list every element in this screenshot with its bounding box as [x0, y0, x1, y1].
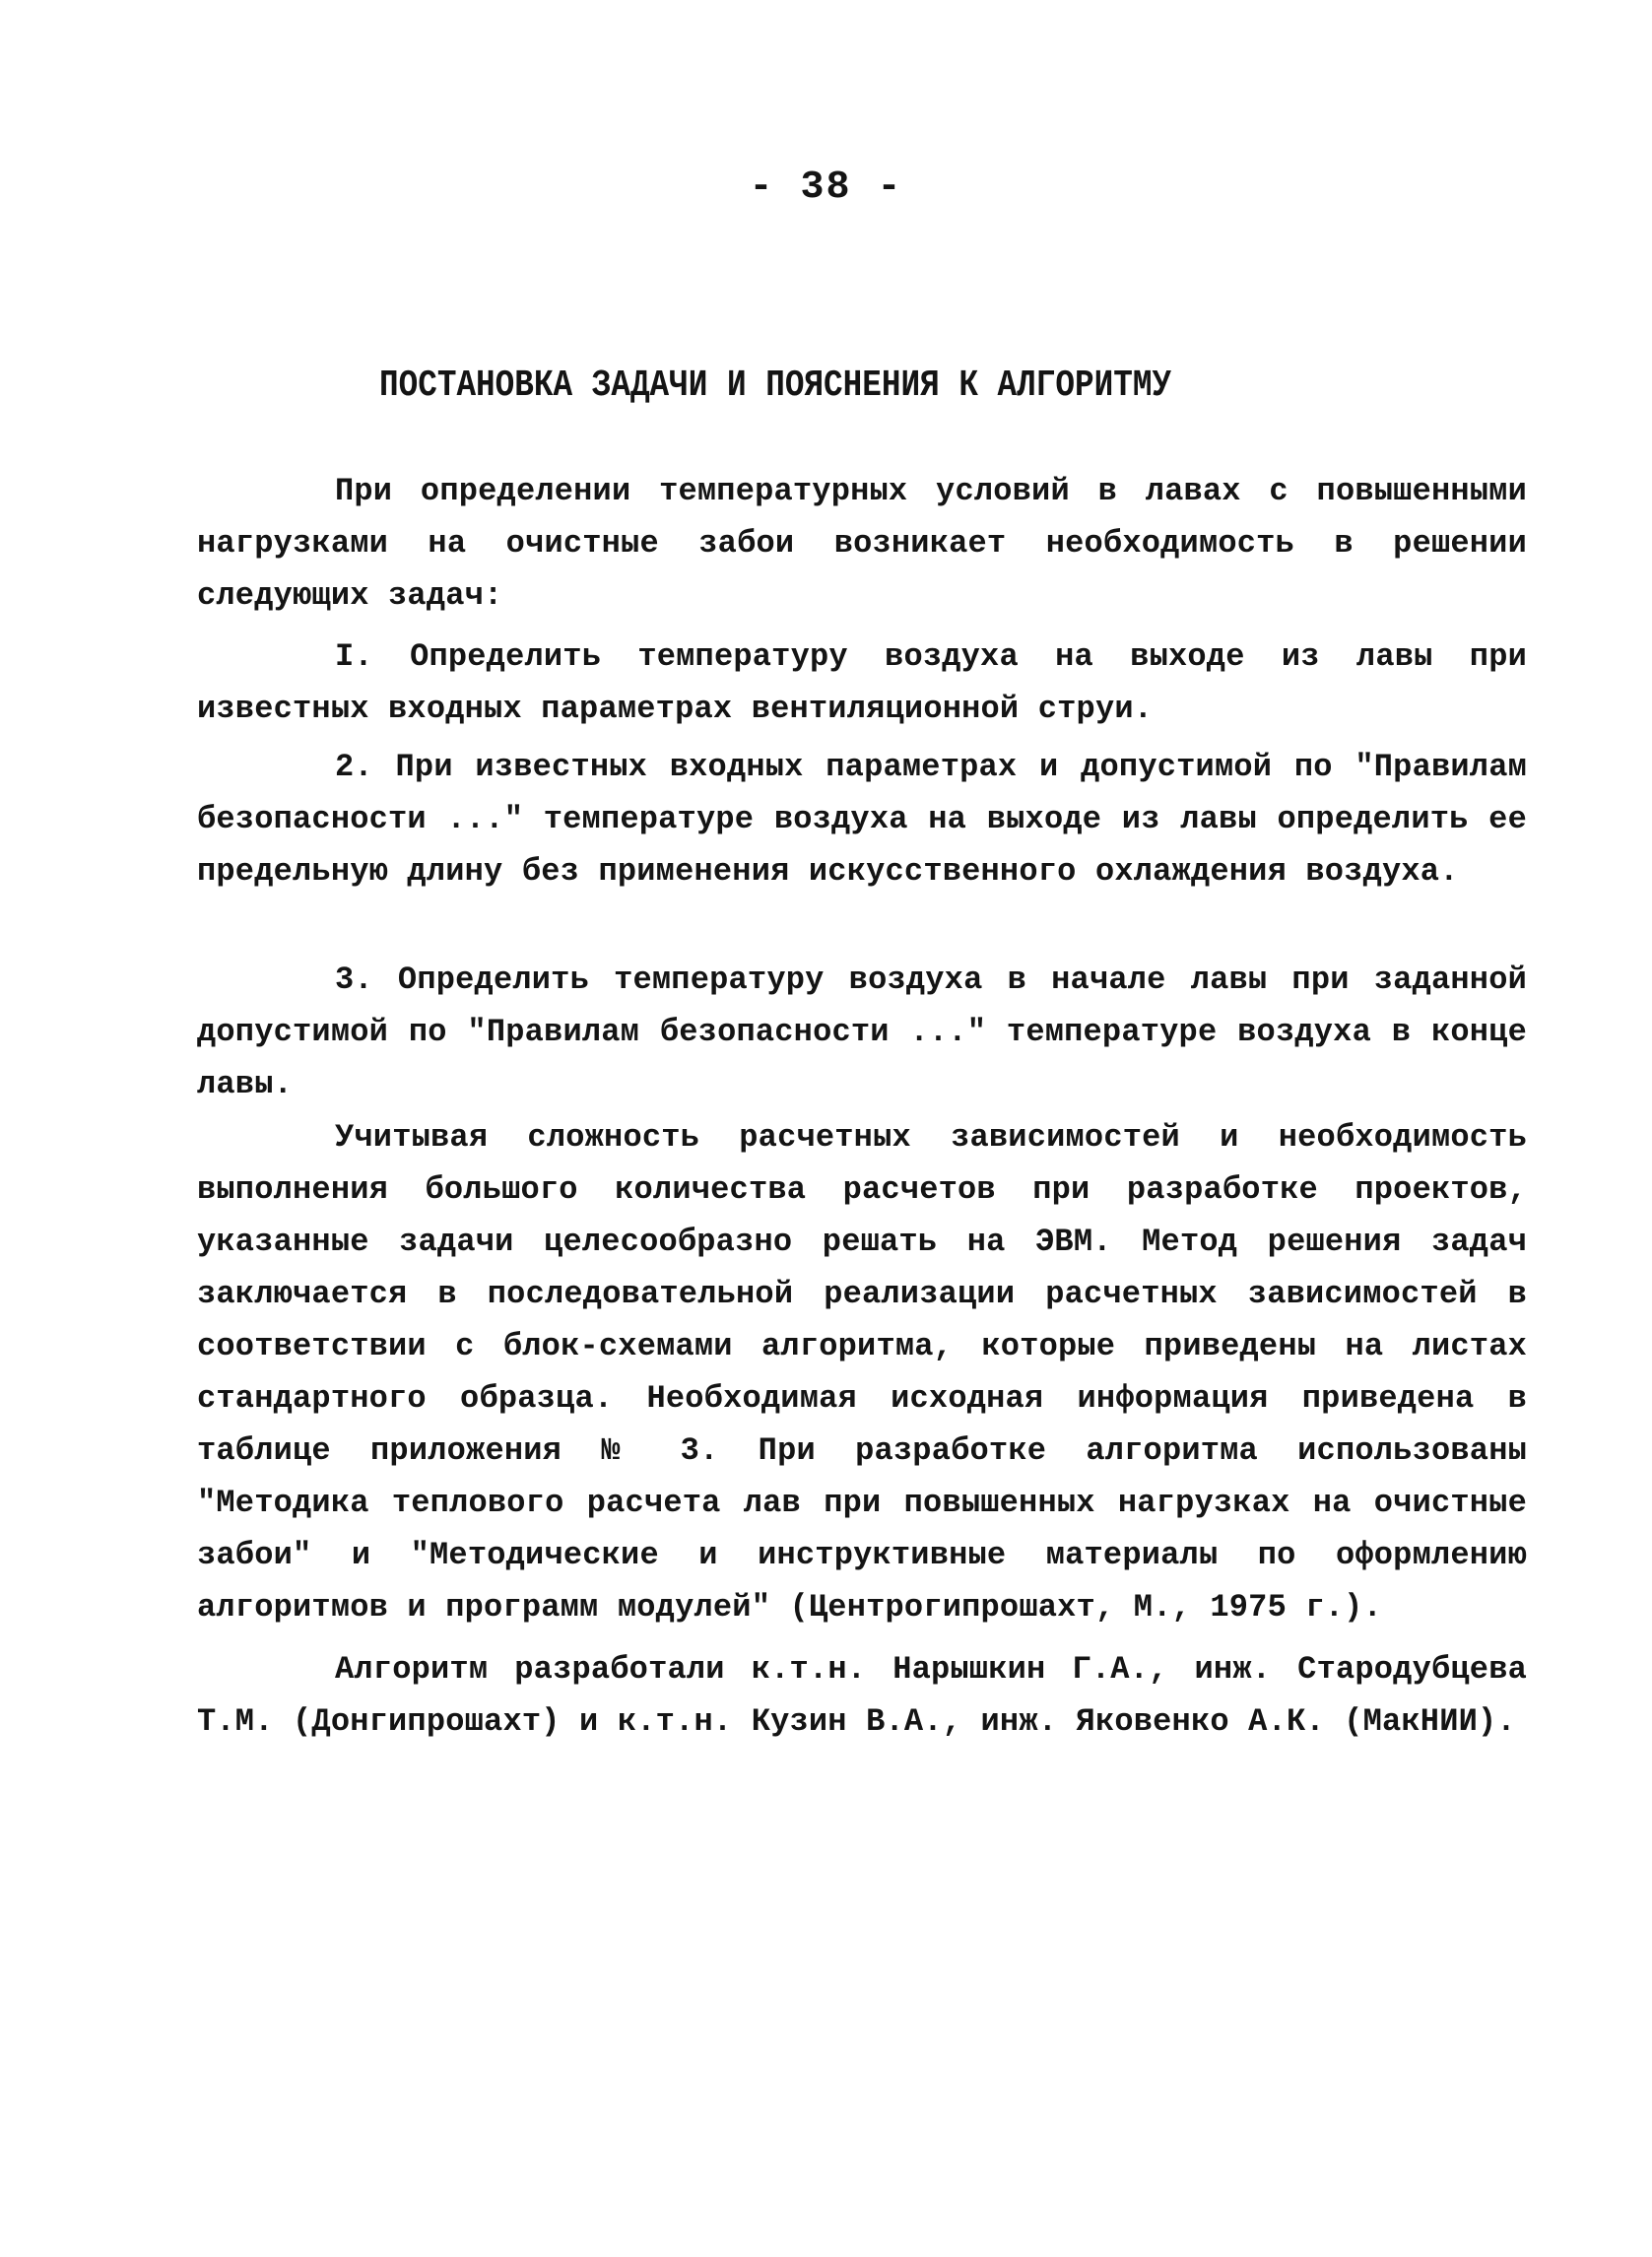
- paragraph-authors: Алгоритм разработали к.т.н. Нарышкин Г.А., инж. Стародубцева Т.М. (Донгипрошахт) и к.т.н. Кузин В.А., инж. Яковенко А.К. (МакНИИ).: [197, 1651, 1527, 1740]
- paragraph-task-1: I. Определить температуру воздуха на выходе из лавы при известных входных параметрах вентиляционной струи.: [197, 638, 1527, 727]
- page-title: ПОСТАНОВКА ЗАДАЧИ И ПОЯСНЕНИЯ К АЛГОРИТМУ: [379, 365, 1172, 407]
- paragraph-task-2: 2. При известных входных параметрах и допустимой по "Правилам безопасности ..." температуре воздуха на выходе из лавы определить ее предельную длину без применения искусственного охлаждения воздуха.: [197, 749, 1527, 890]
- page-number: - 38 -: [749, 166, 903, 210]
- paragraph-task-3: 3. Определить температуру воздуха в начале лавы при заданной допустимой по "Правилам безопасности ..." температуре воздуха в конце лавы.: [197, 962, 1527, 1102]
- paragraph-method: Учитывая сложность расчетных зависимостей и необходимость выполнения большого количества расчетов при разработке проектов, указанные задачи целесообразно решать на ЭВМ. Метод решения задач заключается в последовательной реализации расчетных зависимостей в соответствии с блок-схемами алгоритма, которые приведены на листах стандартного образца. Необходимая исходная информация приведена в таблице приложения № 3. При разработке алгоритма использованы "Методика теплового расчета лав при повышенных нагрузках на очистные забои" и "Методические и инструктивные материалы по оформлению алгоритмов и программ модулей" (Центрогипрошахт, М., 1975 г.).: [197, 1119, 1527, 1626]
- paragraph-intro: При определении температурных условий в лавах с повышенными нагрузками на очистные забои возникает необходимость в решении следующих задач:: [197, 473, 1527, 614]
